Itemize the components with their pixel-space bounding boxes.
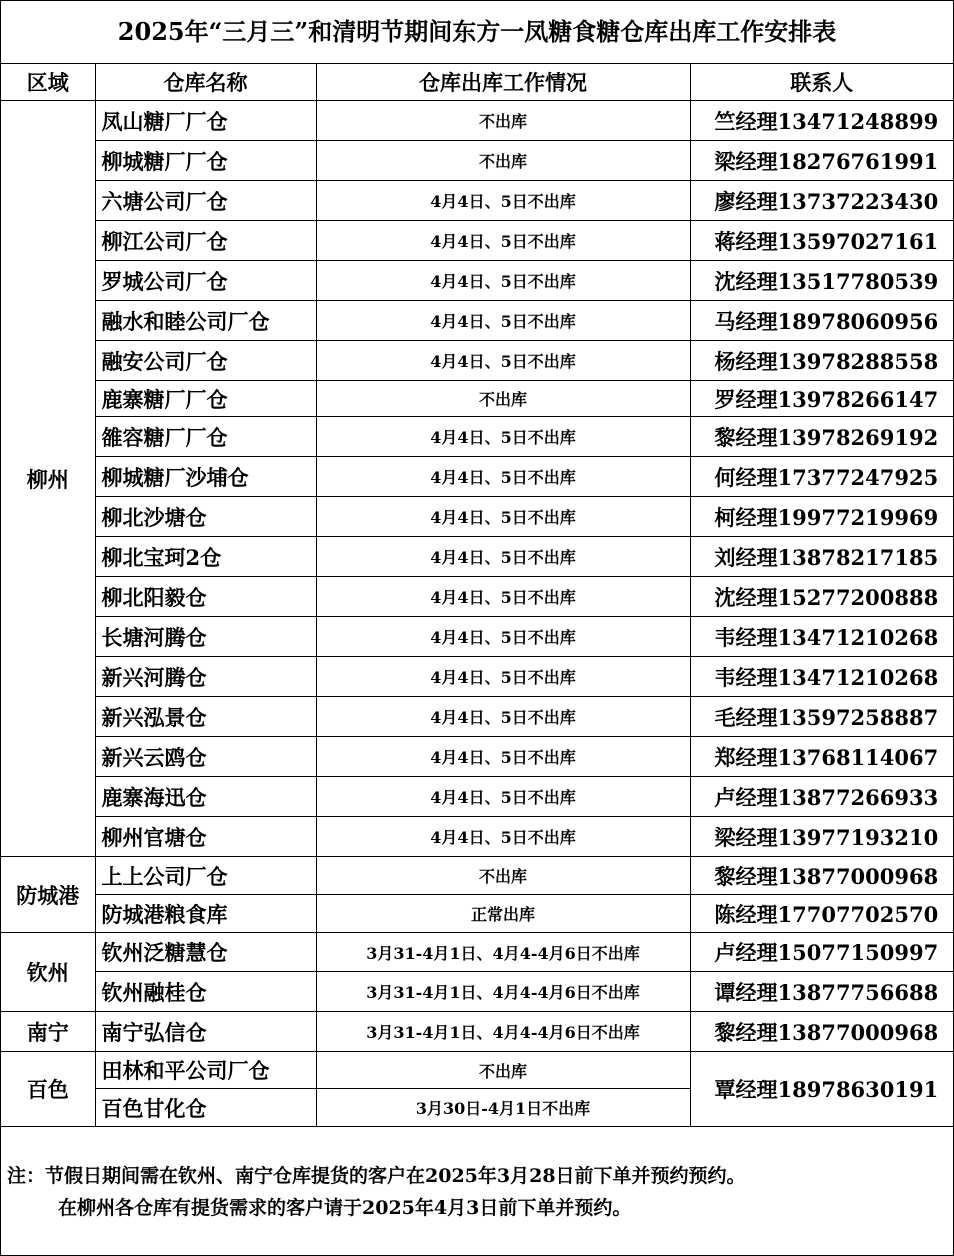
outbound-status: 4月4日、5日不出库 <box>316 261 690 301</box>
table-row <box>1 381 953 417</box>
warehouse-name: 长塘河腾仓 <box>95 617 316 657</box>
outbound-status: 3月31-4月1日、4月4-4月6日不出库 <box>316 972 690 1012</box>
table-row <box>1 657 953 697</box>
outbound-status: 4月4日、5日不出库 <box>316 537 690 577</box>
header-warehouse: 仓库名称 <box>95 64 316 101</box>
table-row <box>1 697 953 737</box>
outbound-status: 4月4日、5日不出库 <box>316 457 690 497</box>
warehouse-name: 罗城公司厂仓 <box>95 261 316 301</box>
table-row <box>1 101 953 141</box>
outbound-status: 3月31-4月1日、4月4-4月6日不出库 <box>316 1012 690 1052</box>
contact: 卢经理13877266933 <box>690 777 953 817</box>
outbound-status: 3月30日-4月1日不出库 <box>316 1089 690 1127</box>
warehouse-name: 南宁弘信仓 <box>95 1012 316 1052</box>
contact: 黎经理13978269192 <box>690 417 953 457</box>
header-contact: 联系人 <box>690 64 953 101</box>
contact: 陈经理17707702570 <box>690 895 953 933</box>
table-row <box>1 221 953 261</box>
outbound-status: 4月4日、5日不出库 <box>316 301 690 341</box>
table-row <box>1 737 953 777</box>
outbound-status: 4月4日、5日不出库 <box>316 657 690 697</box>
table-row <box>1 497 953 537</box>
region-nanning: 南宁 <box>1 1012 95 1052</box>
outbound-status: 正常出库 <box>316 895 690 933</box>
warehouse-name: 新兴河腾仓 <box>95 657 316 697</box>
warehouse-name: 柳北沙塘仓 <box>95 497 316 537</box>
contact: 卢经理15077150997 <box>690 933 953 972</box>
table-row <box>1 141 953 181</box>
contact: 梁经理18276761991 <box>690 141 953 181</box>
warehouse-name: 柳城糖厂厂仓 <box>95 141 316 181</box>
warehouse-name: 新兴泓景仓 <box>95 697 316 737</box>
contact: 廖经理13737223430 <box>690 181 953 221</box>
header-status: 仓库出库工作情况 <box>316 64 690 101</box>
table-row <box>1 817 953 857</box>
warehouse-name: 鹿寨海迅仓 <box>95 777 316 817</box>
contact: 韦经理13471210268 <box>690 657 953 697</box>
contact: 韦经理13471210268 <box>690 617 953 657</box>
warehouse-name: 柳北阳毅仓 <box>95 577 316 617</box>
contact: 黎经理13877000968 <box>690 857 953 895</box>
warehouse-name: 凤山糖厂厂仓 <box>95 101 316 141</box>
outbound-status: 不出库 <box>316 101 690 141</box>
outbound-status: 3月31-4月1日、4月4-4月6日不出库 <box>316 933 690 972</box>
contact: 毛经理13597258887 <box>690 697 953 737</box>
table-row <box>1 457 953 497</box>
schedule-table <box>1 64 953 1127</box>
table-row <box>1 1012 953 1052</box>
table-row <box>1 933 953 972</box>
contact: 杨经理13978288558 <box>690 341 953 381</box>
table-row <box>1 341 953 381</box>
outbound-status: 4月4日、5日不出库 <box>316 777 690 817</box>
contact: 竺经理13471248899 <box>690 101 953 141</box>
contact: 黎经理13877000968 <box>690 1012 953 1052</box>
warehouse-name: 融安公司厂仓 <box>95 341 316 381</box>
region-liuzhou: 柳州 <box>1 101 95 857</box>
outbound-status: 4月4日、5日不出库 <box>316 221 690 261</box>
contact: 柯经理19977219969 <box>690 497 953 537</box>
region-fangchenggang: 防城港 <box>1 857 95 933</box>
outbound-status: 4月4日、5日不出库 <box>316 577 690 617</box>
table-row <box>1 1052 953 1089</box>
header-region: 区域 <box>1 64 95 101</box>
contact: 覃经理18978630191 <box>690 1052 953 1127</box>
contact: 蒋经理13597027161 <box>690 221 953 261</box>
outbound-status: 4月4日、5日不出库 <box>316 497 690 537</box>
header-row <box>1 64 953 101</box>
outbound-status: 4月4日、5日不出库 <box>316 617 690 657</box>
contact: 谭经理13877756688 <box>690 972 953 1012</box>
contact: 马经理18978060956 <box>690 301 953 341</box>
warehouse-name: 柳州官塘仓 <box>95 817 316 857</box>
outbound-status: 4月4日、5日不出库 <box>316 181 690 221</box>
warehouse-name: 田林和平公司厂仓 <box>95 1052 316 1089</box>
outbound-status: 4月4日、5日不出库 <box>316 737 690 777</box>
footnote <box>1 1121 953 1255</box>
warehouse-name: 柳江公司厂仓 <box>95 221 316 261</box>
footnote-line-2: 在柳州各仓库有提货需求的客户请于2025年4月3日前下单并预约。 <box>58 1197 632 1219</box>
warehouse-name: 六塘公司厂仓 <box>95 181 316 221</box>
outbound-status: 4月4日、5日不出库 <box>316 697 690 737</box>
table-row <box>1 181 953 221</box>
outbound-status: 不出库 <box>316 1052 690 1089</box>
table-row <box>1 777 953 817</box>
contact: 郑经理13768114067 <box>690 737 953 777</box>
contact: 沈经理13517780539 <box>690 261 953 301</box>
outbound-status: 不出库 <box>316 381 690 417</box>
outbound-status: 不出库 <box>316 141 690 181</box>
contact: 何经理17377247925 <box>690 457 953 497</box>
warehouse-name: 柳北宝珂2仓 <box>95 537 316 577</box>
warehouse-name: 雒容糖厂厂仓 <box>95 417 316 457</box>
outbound-status: 4月4日、5日不出库 <box>316 417 690 457</box>
table-row <box>1 857 953 895</box>
contact: 罗经理13978266147 <box>690 381 953 417</box>
outbound-status: 不出库 <box>316 857 690 895</box>
contact: 沈经理15277200888 <box>690 577 953 617</box>
region-qinzhou: 钦州 <box>1 933 95 1012</box>
warehouse-name: 上上公司厂仓 <box>95 857 316 895</box>
contact: 刘经理13878217185 <box>690 537 953 577</box>
warehouse-name: 融水和睦公司厂仓 <box>95 301 316 341</box>
warehouse-name: 钦州融桂仓 <box>95 972 316 1012</box>
table-row <box>1 537 953 577</box>
table-row <box>1 895 953 933</box>
footnote-line-1: 注：节假日期间需在钦州、南宁仓库提货的客户在2025年3月28日前下单并预约预约。 <box>7 1165 746 1187</box>
table-row <box>1 417 953 457</box>
region-baise: 百色 <box>1 1052 95 1127</box>
contact: 梁经理13977193210 <box>690 817 953 857</box>
warehouse-name: 钦州泛糖慧仓 <box>95 933 316 972</box>
outbound-status: 4月4日、5日不出库 <box>316 341 690 381</box>
warehouse-name: 防城港粮食库 <box>95 895 316 933</box>
warehouse-name: 柳城糖厂沙埔仓 <box>95 457 316 497</box>
warehouse-name: 百色甘化仓 <box>95 1089 316 1127</box>
table-row <box>1 577 953 617</box>
table-row <box>1 972 953 1012</box>
table-row <box>1 617 953 657</box>
warehouse-name: 鹿寨糖厂厂仓 <box>95 381 316 417</box>
page-title: 2025年“三月三”和清明节期间东方一凤糖食糖仓库出库工作安排表 <box>1 1 953 64</box>
table-row <box>1 301 953 341</box>
table-row <box>1 261 953 301</box>
outbound-status: 4月4日、5日不出库 <box>316 817 690 857</box>
warehouse-name: 新兴云鸥仓 <box>95 737 316 777</box>
